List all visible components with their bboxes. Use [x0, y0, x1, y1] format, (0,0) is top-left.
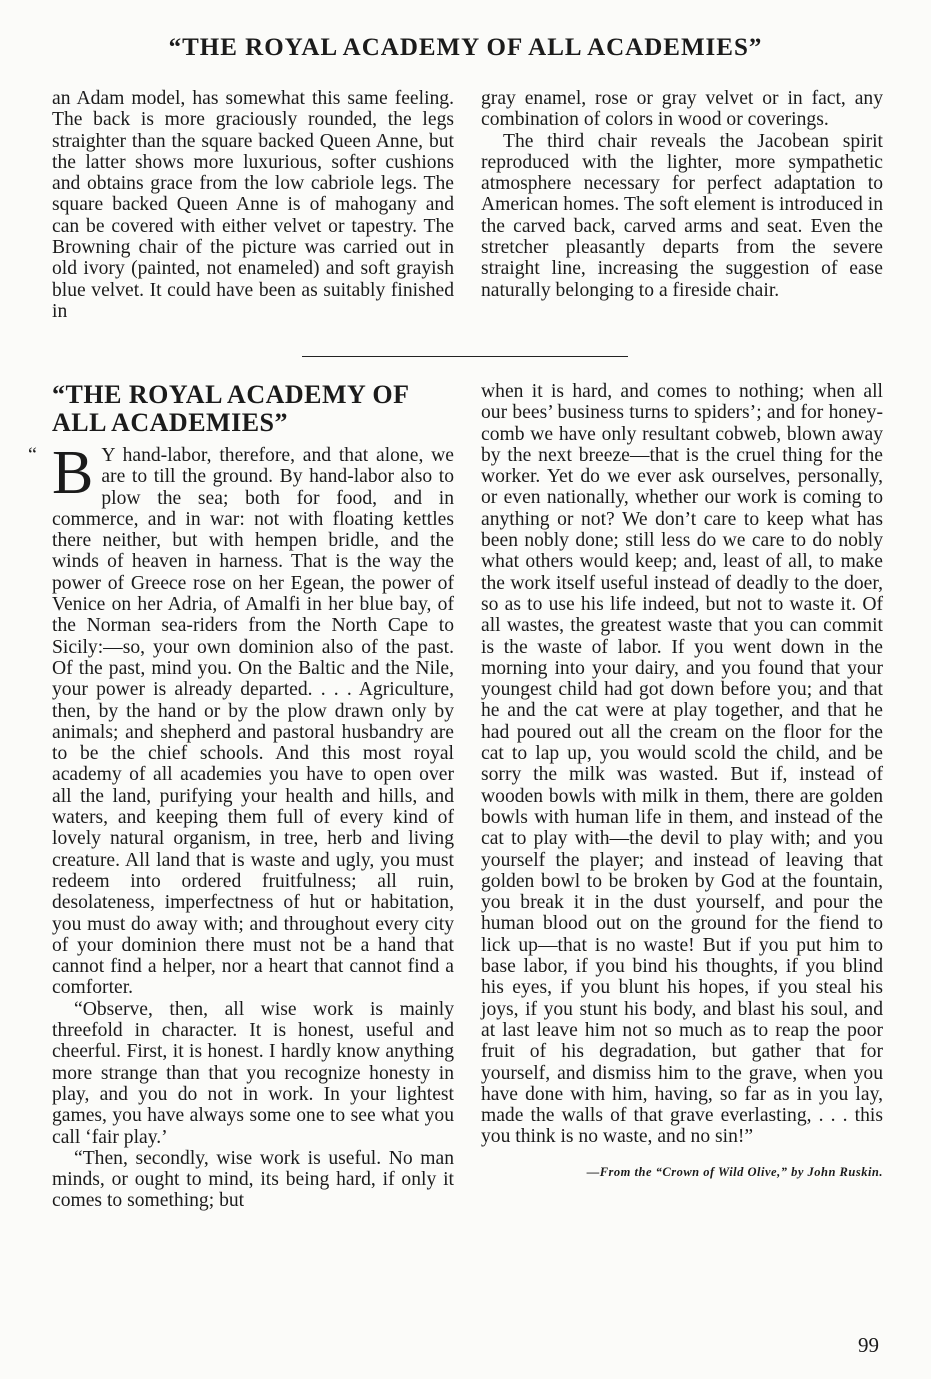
article-right-column — [481, 381, 883, 1183]
section-divider — [302, 356, 628, 357]
article-title: “THE ROYAL ACADEMY OF ALL ACADEMIES” — [52, 380, 409, 437]
paragraph: “Observe, then, all wise work is mainly threefold in character. It is honest, useful and cheerful. First, it is honest. I hardly know anything more strange than that you recognize honesty in play, and you do not in work. In your lightest games, you have always some one to see what you call ‘fair play.’ — [52, 998, 454, 1148]
drop-cap: B — [52, 439, 94, 507]
page-number: 99 — [858, 1333, 879, 1357]
source-credit: —From the “Crown of Wild Olive,” by John Ruskin. — [586, 1164, 883, 1179]
paragraph: “Then, secondly, wise work is useful. No man minds, or ought to mind, its being hard, if only it comes to something; but — [52, 1147, 454, 1212]
running-header: “THE ROYAL ACADEMY OF ALL ACADEMIES” — [168, 34, 763, 61]
article-left-column — [28, 380, 454, 1212]
paragraph: Y hand-labor, therefore, and that alone, we are to till the ground. By hand-labor also to plow the sea; both for food, and in commerce, and in war: not with floating kettles there neither, but with hempen bridle, and the winds of heaven in harness. That is the way the power of Greece rose on her Egean, the power of Venice on her Adria, of Amalfi in her blue bay, of the Norman sea-riders from the North Cape to Sicily:—so, your own dominion also of the past. Of the past, mind you. On the Baltic and the Nile, your power is already departed. . . . Agriculture, then, by the hand or by the plow drawn only by animals; and shepherd and pastoral husbandry are to be the chief schools. And this most royal academy of all academies you have to open over all the land, purifying your health and hills, and waters, and keeping them full of every kind of lovely natural organism, in tree, herb and living creature. All land that is waste and ugly, you must redeem into ordered fruitfulness; all ruin, desolateness, imperfectness of hut or habitation, you must do away with; and throughout every city of your dominion there must not be a hand that cannot find a helper, nor a heart that cannot find a comforter. — [52, 445, 454, 999]
paragraph: The third chair reveals the Jacobean spirit reproduced with the lighter, more sympathetic atmosphere necessary for perfect adaptation to American homes. The soft element is introduced in the carved back, carved arms and seat. Even the stretcher pleasantly departs from the severe straight line, increasing the suggestion of ease naturally belonging to a fireside chair. — [481, 130, 883, 301]
paragraph: gray enamel, rose or gray velvet or in fact, any combination of colors in wood or coverings. — [481, 88, 883, 131]
top-left-column — [52, 88, 454, 322]
article-opening — [28, 439, 454, 999]
paragraph: when it is hard, and comes to nothing; when all our bees’ business turns to spiders’; and for honey-comb we have only resultant cobweb, blown away by the next breeze—that is the cruel thing for the worker. Yet do we ever ask ourselves, personally, or even nationally, whether our work is coming to anything or not? We don’t care to keep what has been nobly done; still less do we care to do nobly what others would keep; and, least of all, to make the work itself useful instead of deadly to the doer, so as to use his life indeed, but not to waste it. Of all wastes, the greatest waste that you can commit is the waste of labor. If you went down in the morning into your dairy, and you found that your youngest child had got down before you; and that he and the cat were at play together, and that he had poured out all the cream on the floor for the cat to lap up, you would scold the child, and be sorry the milk was wasted. But if, instead of wooden bowls with milk in them, there are golden bowls with human life in them, and instead of the cat to play with—the devil to play with; and you yourself the player; and instead of leaving that golden bowl to be broken by God at the fountain, you break it in the dust yourself, and pour the human blood out on the ground for the fiend to lick up—that is no waste! But if you put him to base labor, if you bind his thoughts, if you blind his eyes, if you blunt his hopes, if you steal his joys, if you stunt his body, and blast his soul, and at last leave him not so much as to reap the poor fruit of his degradation, but gather that for yourself, and dismiss him to the grave, when you have done with him, having, so far as in you lay, made the walls of that grave everlasting, . . . this you think is no waste, and no sin!” — [481, 381, 883, 1148]
paragraph: an Adam model, has somewhat this same feeling. The back is more graciously rounded, the legs straighter than the square backed Queen Anne, but the latter shows more luxurious, softer cushions and obtains grace from the low cabriole legs. The square backed Queen Anne is of mahogany and can be covered with either velvet or tapestry. The Browning chair of the picture was carried out in old ivory (painted, not enameled) and soft grayish blue velvet. It could have been as suitably finished in — [52, 88, 454, 322]
opening-quote-mark: “ — [28, 444, 37, 466]
top-right-column — [481, 88, 883, 301]
